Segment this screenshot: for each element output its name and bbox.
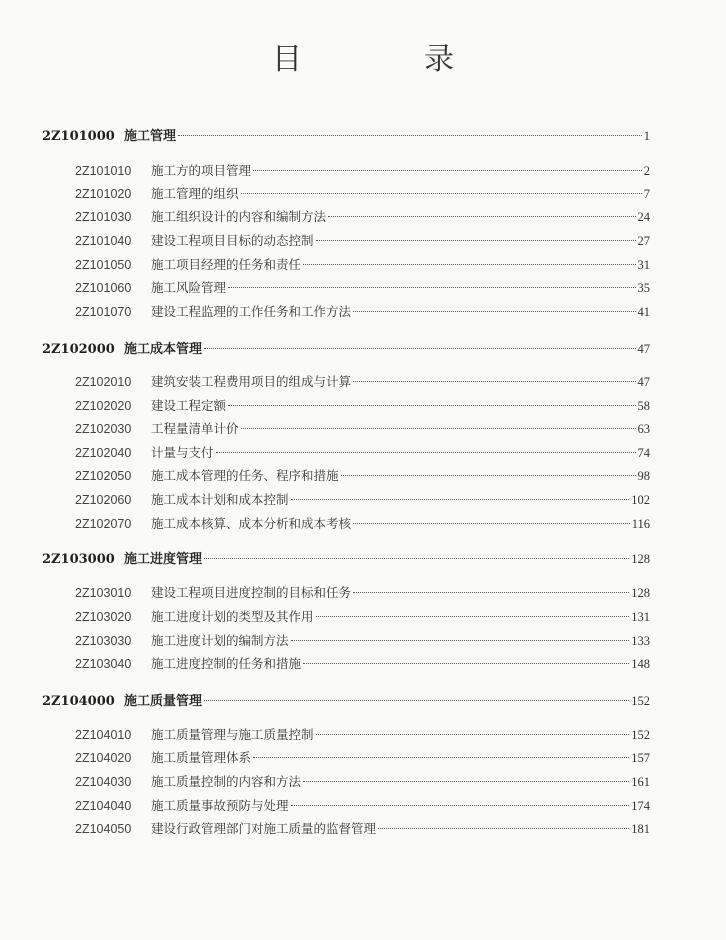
entry-title: 工程量清单计价 [151, 421, 239, 436]
entry-title: 施工成本管理的任务、程序和措施 [151, 468, 339, 483]
entry-title: 施工成本核算、成本分析和成本考核 [151, 516, 352, 531]
entry-code: 2Z101060 [75, 281, 132, 295]
dot-leader [204, 700, 629, 701]
toc-section-entry [75, 772, 650, 792]
entry-code: 2Z102020 [75, 399, 132, 413]
entry-title: 施工管理的组织 [151, 186, 239, 201]
entry-code: 2Z102070 [75, 517, 132, 531]
entry-page-number: 74 [637, 446, 650, 460]
entry-code: 2Z101010 [75, 164, 132, 178]
dot-leader [353, 381, 635, 382]
toc-section-entry [75, 725, 650, 745]
entry-page-number: 131 [631, 610, 650, 624]
entry-page-number: 98 [637, 469, 650, 483]
entry-page-number: 31 [637, 258, 650, 272]
entry-page-number: 41 [637, 305, 650, 319]
entry-code: 2Z104000 [42, 694, 115, 709]
entry-title: 建筑安装工程费用项目的组成与计算 [151, 374, 352, 389]
toc-section-entry [75, 748, 650, 768]
entry-title: 施工质量管理体系 [151, 750, 252, 765]
dot-leader [303, 264, 635, 265]
entry-title: 施工项目经理的任务和责任 [151, 257, 302, 272]
entry-title: 施工成本计划和成本控制 [151, 492, 289, 507]
entry-page-number: 58 [637, 399, 650, 413]
toc-section-entry [75, 514, 650, 534]
entry-page-number: 24 [637, 210, 650, 224]
entry-code: 2Z103040 [75, 657, 132, 671]
toc-chapter-entry [42, 338, 650, 358]
dot-leader [328, 216, 635, 217]
toc-section-entry [75, 231, 650, 251]
dot-leader [316, 240, 636, 241]
entry-code: 2Z101020 [75, 187, 132, 201]
toc-section-entry [75, 466, 650, 486]
entry-code: 2Z102040 [75, 446, 132, 460]
dot-leader [303, 781, 629, 782]
entry-title: 建设行政管理部门对施工质量的监督管理 [151, 821, 377, 836]
dot-leader [353, 311, 635, 312]
toc-section-entry [75, 184, 650, 204]
dot-leader [204, 558, 629, 559]
dot-leader [241, 428, 636, 429]
dot-leader [253, 757, 629, 758]
entry-title: 建设工程监理的工作任务和工作方法 [151, 304, 352, 319]
entry-code: 2Z104040 [75, 799, 132, 813]
toc-section-entry [75, 372, 650, 392]
entry-title: 施工质量控制的内容和方法 [151, 774, 302, 789]
toc-section-entry [75, 796, 650, 816]
entry-code: 2Z102000 [42, 342, 115, 357]
dot-leader [291, 499, 630, 500]
entry-page-number: 7 [643, 187, 650, 201]
entry-page-number: 47 [637, 342, 650, 356]
entry-title: 施工进度计划的类型及其作用 [151, 609, 314, 624]
entry-page-number: 2 [643, 164, 650, 178]
dot-leader [178, 135, 642, 136]
toc-section-entry [75, 419, 650, 439]
entry-title: 计量与支付 [151, 445, 214, 460]
entry-page-number: 152 [631, 694, 650, 708]
entry-code: 2Z102060 [75, 493, 132, 507]
entry-code: 2Z104030 [75, 775, 132, 789]
entry-page-number: 152 [631, 728, 650, 742]
dot-leader [228, 287, 635, 288]
entry-page-number: 128 [631, 552, 650, 566]
dot-leader [291, 805, 630, 806]
dot-leader [241, 193, 642, 194]
toc-section-entry [75, 396, 650, 416]
entry-page-number: 27 [637, 234, 650, 248]
dot-leader [228, 405, 635, 406]
entry-title: 施工进度计划的编制方法 [151, 633, 289, 648]
entry-title: 建设工程项目目标的动态控制 [151, 233, 314, 248]
toc-section-entry [75, 161, 650, 181]
entry-title: 施工方的项目管理 [151, 163, 252, 178]
toc-section-entry [75, 443, 650, 463]
entry-page-number: 47 [637, 375, 650, 389]
toc-section-entry [75, 278, 650, 298]
entry-page-number: 128 [631, 586, 650, 600]
entry-page-number: 63 [637, 422, 650, 436]
entry-page-number: 1 [643, 129, 650, 143]
entry-code: 2Z104020 [75, 751, 132, 765]
dot-leader [341, 475, 636, 476]
entry-title: 施工组织设计的内容和编制方法 [151, 209, 327, 224]
entry-code: 2Z101000 [42, 129, 115, 144]
entry-page-number: 35 [637, 281, 650, 295]
toc-section-entry [75, 654, 650, 674]
entry-code: 2Z102010 [75, 375, 132, 389]
toc-section-entry [75, 607, 650, 627]
dot-leader [316, 616, 630, 617]
toc-section-entry [75, 490, 650, 510]
entry-code: 2Z101040 [75, 234, 132, 248]
entry-page-number: 157 [631, 751, 650, 765]
toc-section-entry [75, 255, 650, 275]
dot-leader [216, 452, 636, 453]
entry-title: 施工风险管理 [151, 280, 227, 295]
entry-page-number: 148 [631, 657, 650, 671]
entry-code: 2Z101030 [75, 210, 132, 224]
dot-leader [378, 828, 629, 829]
dot-leader [291, 640, 630, 641]
dot-leader [204, 348, 635, 349]
entry-page-number: 102 [631, 493, 650, 507]
toc-chapter-entry [42, 548, 650, 568]
toc-section-entry [75, 631, 650, 651]
entry-code: 2Z104050 [75, 822, 132, 836]
dot-leader [353, 592, 629, 593]
entry-title: 建设工程项目进度控制的目标和任务 [151, 585, 352, 600]
dot-leader [353, 523, 630, 524]
dot-leader [303, 663, 629, 664]
entry-page-number: 116 [631, 517, 650, 531]
toc-section-entry [75, 819, 650, 839]
toc-chapter-entry [42, 125, 650, 145]
entry-page-number: 174 [631, 799, 650, 813]
entry-title: 施工质量管理 [124, 694, 203, 709]
toc-chapter-entry [42, 690, 650, 710]
toc-section-entry [75, 302, 650, 322]
entry-code: 2Z103020 [75, 610, 132, 624]
toc-section-entry [75, 583, 650, 603]
entry-title: 施工管理 [124, 129, 177, 144]
entry-code: 2Z101070 [75, 305, 132, 319]
entry-page-number: 133 [631, 634, 650, 648]
entry-title: 施工质量管理与施工质量控制 [151, 727, 314, 742]
dot-leader [316, 734, 630, 735]
entry-code: 2Z103000 [42, 552, 115, 567]
entry-code: 2Z101050 [75, 258, 132, 272]
entry-code: 2Z102030 [75, 422, 132, 436]
entry-code: 2Z103030 [75, 634, 132, 648]
entry-page-number: 161 [631, 775, 650, 789]
entry-title: 施工进度控制的任务和措施 [151, 656, 302, 671]
entry-page-number: 181 [631, 822, 650, 836]
entry-title: 施工进度管理 [124, 552, 203, 567]
entry-title: 建设工程定额 [151, 398, 227, 413]
entry-title: 施工质量事故预防与处理 [151, 798, 289, 813]
toc-section-entry [75, 207, 650, 227]
entry-code: 2Z103010 [75, 586, 132, 600]
entry-title: 施工成本管理 [124, 342, 203, 357]
entry-code: 2Z104010 [75, 728, 132, 742]
page-title: 目 录 [272, 42, 500, 77]
dot-leader [253, 170, 642, 171]
entry-code: 2Z102050 [75, 469, 132, 483]
